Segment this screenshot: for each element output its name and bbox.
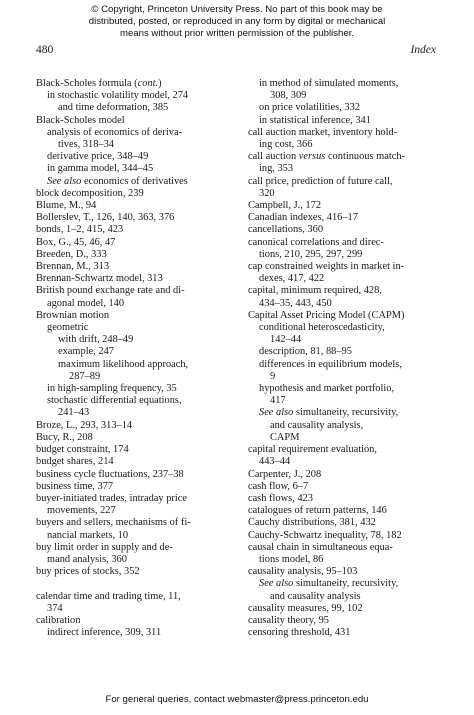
index-entry: in stochastic volatility model, 274 and time deformation, 385: [47, 90, 189, 114]
index-entry: buy prices of stocks, 352: [36, 566, 140, 578]
index-entry: business time, 377: [36, 480, 114, 492]
index-entry: cash flows, 423: [248, 492, 313, 504]
index-entry: See also economics of derivatives: [47, 175, 188, 187]
index-entry: capital requirement evaluation, 443–44: [248, 444, 377, 468]
index-entry: hypothesis and market portfolio, 417: [259, 383, 395, 407]
index-entry: stochastic differential equations, 241–43: [47, 395, 182, 419]
index-entry: with drift, 248–49: [58, 334, 134, 346]
index-entry: Blume, M., 94: [36, 200, 97, 212]
index-entry: buyers and sellers, mechanisms of fi- nancial markets, 10: [36, 517, 191, 541]
index-entry: block decomposition, 239: [36, 187, 144, 199]
index-column-left: [36, 78, 228, 639]
index-entry: Canadian indexes, 416–17: [248, 212, 358, 224]
index-entry: Breeden, D., 333: [36, 248, 107, 260]
index-entry: causality measures, 99, 102: [248, 602, 363, 614]
index-entry: differences in equilibrium models, 9: [259, 358, 402, 382]
index-entry: Black-Scholes model: [36, 114, 125, 126]
index-entry: buyer-initiated trades, intraday price movements, 227: [36, 492, 187, 517]
index-entry: British pound exchange rate and di- agonal model, 140: [36, 285, 185, 309]
index-column-right: [248, 78, 440, 639]
copyright-line: © Copyright, Princeton University Press. No part of this book may be: [91, 4, 383, 15]
index-entry: cancellations, 360: [248, 224, 324, 236]
index-entry: Capital Asset Pricing Model (CAPM): [248, 309, 405, 321]
index-entry: See also simultaneity, recursivity, and causality analysis: [259, 578, 399, 602]
index-entry: calendar time and trading time, 11, 374: [36, 590, 181, 614]
index-entry: in high-sampling frequency, 35: [47, 383, 177, 395]
index-entry: Cauchy-Schwartz inequality, 78, 182: [248, 529, 402, 541]
index-entry: Brennan, M., 313: [36, 261, 110, 273]
index-entry: catalogues of return patterns, 146: [248, 505, 387, 517]
page-number: 480: [36, 44, 54, 56]
footer-contact: For general queries, contact webmaster@press.princeton.edu: [105, 694, 369, 705]
index-entry: Black-Scholes formula (cont.): [36, 78, 162, 89]
index-entry: See also simultaneity, recursivity, and causality analysis, CAPM: [259, 407, 399, 443]
index-entry: Box, G., 45, 46, 47: [36, 236, 116, 248]
index-entry: Carpenter, J., 208: [248, 468, 322, 480]
index-entry: call price, prediction of future call, 320: [248, 175, 393, 199]
index-entry: causality theory, 95: [248, 614, 329, 626]
index-entry: in statistical inference, 341: [259, 114, 371, 126]
index-entry: Bollerslev, T., 126, 140, 363, 376: [36, 212, 175, 224]
index-entry: derivative price, 348–49: [47, 151, 149, 163]
index-entry: causality analysis, 95–103: [248, 566, 358, 578]
index-entry: maximum likelihood approach, 287–89: [58, 358, 189, 382]
index-entry: example, 247: [58, 346, 114, 358]
index-entry: in method of simulated moments, 308, 309: [259, 78, 399, 102]
index-entry: conditional heteroscedasticity, 142–44: [259, 322, 385, 346]
copyright-line: distributed, posted, or reproduced in any form by digital or mechanical: [88, 16, 386, 27]
index-entry: on price volatilities, 332: [259, 102, 360, 114]
page-header: [36, 44, 436, 58]
index-entry: Cauchy distributions, 381, 432: [248, 517, 376, 529]
copyright-notice: [0, 4, 474, 40]
index-entry: canonical correlations and direc- tions, 210, 295, 297, 299: [248, 236, 384, 260]
index-entry: budget constraint, 174: [36, 444, 129, 456]
index-entry: cash flow, 6–7: [248, 480, 309, 492]
index-entry: Brownian motion: [36, 309, 110, 321]
index-entry: bonds, 1–2, 415, 423: [36, 224, 124, 236]
index-entry: business cycle fluctuations, 237–38: [36, 468, 184, 480]
index-entry: Broze, L., 293, 313–14: [36, 419, 133, 431]
index-entry: analysis of economics of deriva- tives, 318–34: [47, 126, 183, 151]
index-entry: cap constrained weights in market in- dexes, 417, 422: [248, 261, 405, 285]
index-entry: call auction versus continuous match- ing, 353: [248, 151, 405, 175]
index-entry: censoring threshold, 431: [248, 627, 351, 639]
index-entry: causal chain in simultaneous equa- tions model, 86: [248, 541, 393, 565]
index-entry: Brennan-Schwartz model, 313: [36, 273, 163, 285]
index-entry: call auction market, inventory hold- ing cost, 366: [248, 126, 398, 151]
index-entry: description, 81, 88–95: [259, 346, 352, 358]
index-entry: Campbell, J., 172: [248, 200, 322, 212]
index-entry: in gamma model, 344–45: [47, 163, 154, 175]
index-entry: geometric: [47, 322, 89, 334]
running-head: Index: [410, 44, 436, 56]
index-entry: capital, minimum required, 428, 434–35, 443, 450: [248, 285, 382, 309]
index-entry: buy limit order in supply and de- mand analysis, 360: [36, 541, 173, 565]
index-entry: Bucy, R., 208: [36, 431, 93, 443]
copyright-line: means without prior written permission of the publisher.: [119, 28, 355, 39]
index-entry: calibration: [36, 614, 81, 626]
index-entry: indirect inference, 309, 311: [47, 627, 162, 639]
index-entry: budget shares, 214: [36, 456, 114, 468]
